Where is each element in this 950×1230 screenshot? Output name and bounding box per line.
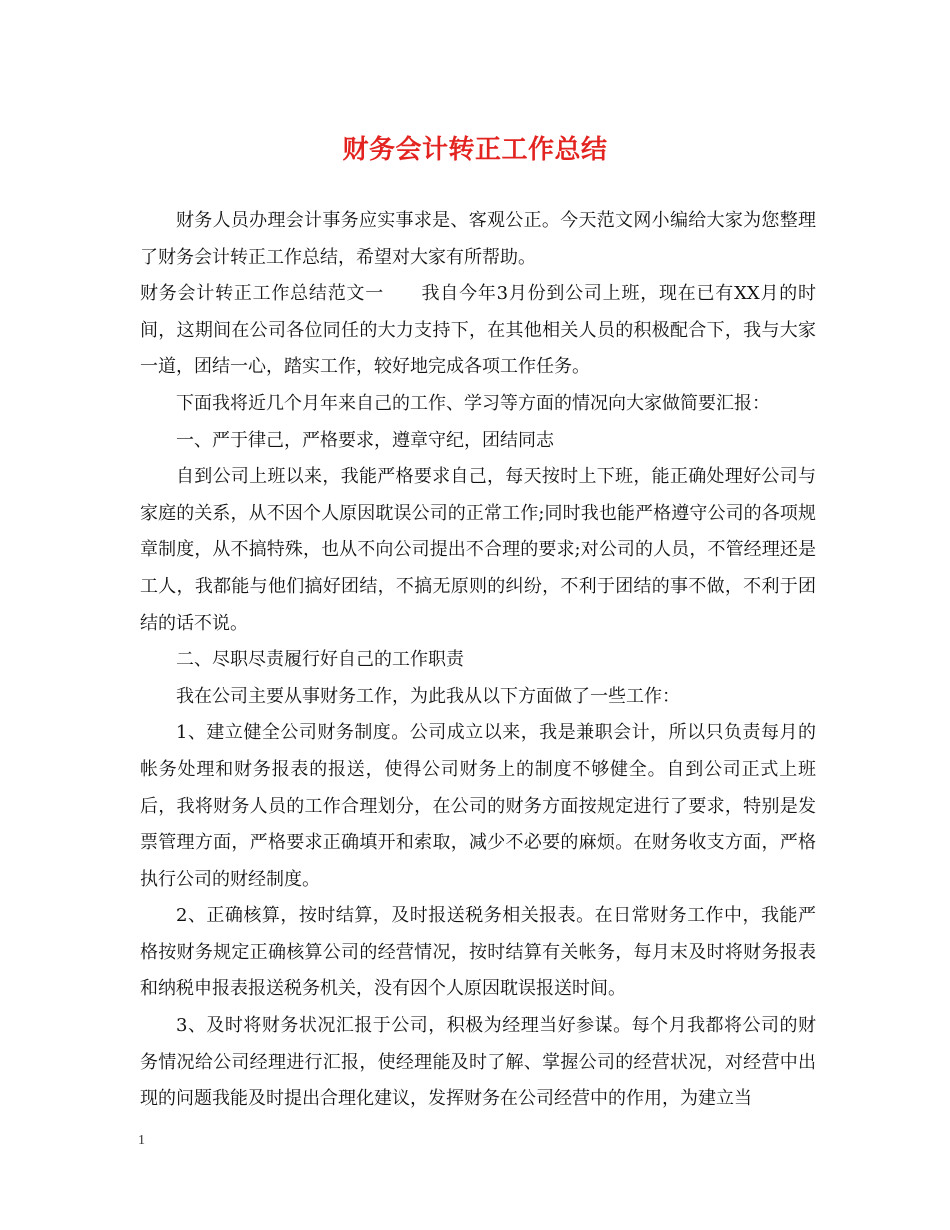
list-item-reporting: 3、及时将财务状况汇报于公司，积极为经理当好参谋。每个月我都将公司的财务情况给公司经理进行汇报，使经理能及时了解、掌握公司的经营状况，对经营中出现的问题我能及时提出合理化建议，发挥财务在公司经营中的作用，为建立当: [140, 1015, 816, 1110]
section-heading-two: 二、尽职尽责履行好自己的工作职责: [176, 649, 464, 671]
section-heading-one: 一、严于律己，严格要求，遵章守纪，团结同志: [176, 429, 554, 451]
paragraph-report-intro: 下面我将近几个月年来自己的工作、学习等方面的情况向大家做简要汇报：: [176, 392, 770, 414]
paragraph-work-intro: 我在公司主要从事财务工作，为此我从以下方面做了一些工作：: [176, 685, 680, 707]
paragraph-sample-one: 财务会计转正工作总结范文一 我自今年3月份到公司上班，现在已有XX月的时间，这期间在公司各位同任的大力支持下，在其他相关人员的积极配合下，我与大家一道，团结一心，踏实工作，较好地完成各项工作任务。: [140, 283, 816, 378]
paragraph-discipline: 自到公司上班以来，我能严格要求自己，每天按时上下班，能正确处理好公司与家庭的关系，从不因个人原因耽误公司的正常工作;同时我也能严格遵守公司的各项规章制度，从不搞特殊，也从不向公司提出不合理的要求;对公司的人员，不管经理还是工人，我都能与他们搞好团结，不搞无原则的纠纷，不利于团结的事不做，不利于团结的话不说。: [140, 466, 816, 634]
document-body: [140, 203, 816, 1118]
list-item-accounting: 2、正确核算，按时结算，及时报送税务相关报表。在日常财务工作中，我能严格按财务规定正确核算公司的经营情况，按时结算有关帐务，每月末及时将财务报表和纳税申报表报送税务机关，没有因个人原因耽误报送时间。: [140, 905, 816, 1000]
document-title: 财务会计转正工作总结: [342, 135, 608, 165]
list-item-financial-system: 1、建立健全公司财务制度。公司成立以来，我是兼职会计，所以只负责每月的帐务处理和财务报表的报送，使得公司财务上的制度不够健全。自到公司正式上班后，我将财务人员的工作合理划分，在公司的财务方面按规定进行了要求，特别是发票管理方面，严格要求正确填开和索取，减少不必要的麻烦。在财务收支方面，严格执行公司的财经制度。: [140, 722, 816, 890]
paragraph-intro: 财务人员办理会计事务应实事求是、客观公正。今天范文网小编给大家为您整理了财务会计转正工作总结，希望对大家有所帮助。: [140, 210, 816, 268]
page-number: 1: [138, 1133, 145, 1148]
